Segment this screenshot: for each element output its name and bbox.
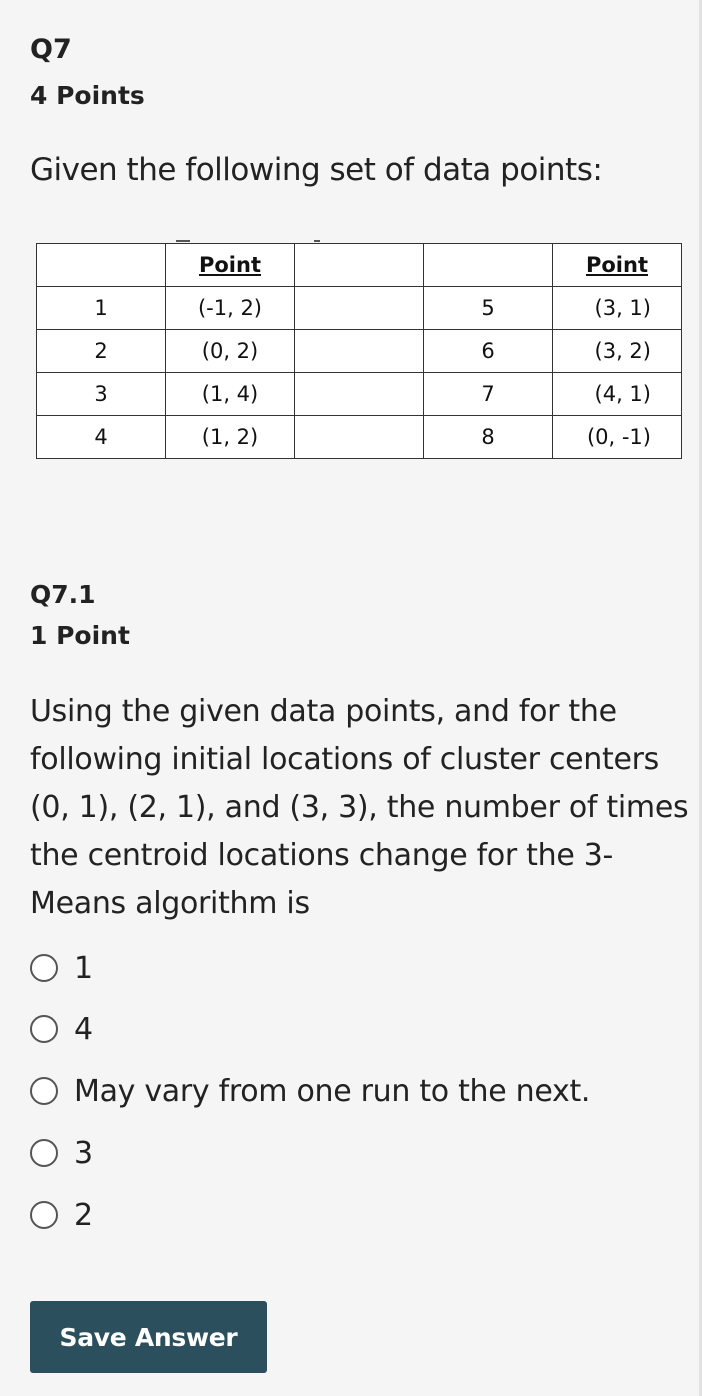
point-index: 7: [424, 373, 553, 416]
table-header-point: Point: [553, 244, 682, 287]
point-index: 5: [424, 287, 553, 330]
table-cell: [295, 244, 424, 287]
answer-option-label: May vary from one run to the next.: [74, 1073, 591, 1109]
answer-option[interactable]: [30, 1133, 93, 1173]
point-index: 3: [37, 373, 166, 416]
table-stray-mark: [176, 240, 190, 242]
answer-option-label: 3: [74, 1135, 93, 1171]
radio-button[interactable]: [30, 1201, 58, 1229]
table-cell: [37, 244, 166, 287]
save-answer-button[interactable]: Save Answer: [30, 1301, 267, 1373]
subquestion-title: Q7.1: [30, 580, 96, 609]
question-points: 4 Points: [30, 81, 145, 110]
table-row: [37, 287, 682, 330]
point-value: (3, 1): [553, 287, 682, 330]
question-title: Q7: [30, 34, 72, 65]
table-cell: [295, 373, 424, 416]
answer-option[interactable]: [30, 948, 93, 988]
answer-option-label: 4: [74, 1011, 93, 1047]
point-index: 6: [424, 330, 553, 373]
table-header-row: [37, 244, 682, 287]
radio-button[interactable]: [30, 1077, 58, 1105]
point-index: 1: [37, 287, 166, 330]
table-cell: [424, 244, 553, 287]
question-prompt: Given the following set of data points:: [30, 152, 603, 188]
radio-button[interactable]: [30, 1139, 58, 1167]
table-cell: [295, 330, 424, 373]
point-value: (1, 4): [166, 373, 295, 416]
table-row: [37, 416, 682, 459]
answer-option[interactable]: [30, 1071, 590, 1111]
radio-button[interactable]: [30, 954, 58, 982]
point-value: (0, -1): [553, 416, 682, 459]
answer-option-label: 2: [74, 1197, 93, 1233]
table-header-point: Point: [166, 244, 295, 287]
radio-button[interactable]: [30, 1015, 58, 1043]
table-row: [37, 330, 682, 373]
table-row: [37, 373, 682, 416]
point-index: 8: [424, 416, 553, 459]
point-value: (1, 2): [166, 416, 295, 459]
table-cell: [295, 416, 424, 459]
table-stray-mark: [314, 240, 320, 242]
data-points-table: [36, 243, 682, 459]
point-value: (3, 2): [553, 330, 682, 373]
answer-option-label: 1: [74, 950, 93, 986]
table-cell: [295, 287, 424, 330]
point-index: 2: [37, 330, 166, 373]
answer-option[interactable]: [30, 1009, 93, 1049]
subquestion-prompt: Using the given data points, and for the following initial locations of cluster centers (0, 1), (2, 1), and (3, 3), the number of times the centroid locations change for the 3-Means algorithm is: [30, 694, 689, 921]
point-value: (-1, 2): [166, 287, 295, 330]
point-index: 4: [37, 416, 166, 459]
point-value: (0, 2): [166, 330, 295, 373]
answer-option[interactable]: [30, 1195, 93, 1235]
subquestion-points: 1 Point: [30, 621, 130, 650]
point-value: (4, 1): [553, 373, 682, 416]
